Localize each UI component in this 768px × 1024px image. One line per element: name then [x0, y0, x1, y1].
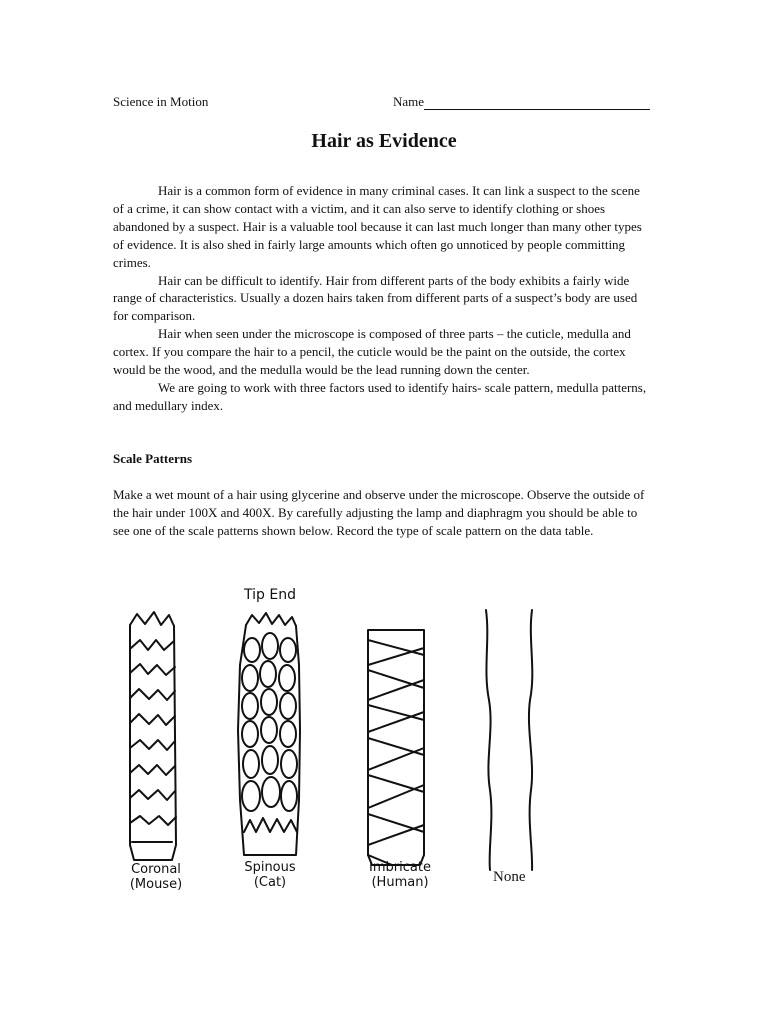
name-label: Name — [393, 94, 425, 109]
none-label: None — [493, 869, 526, 885]
coronal-label — [118, 862, 194, 892]
imbricate-label — [360, 860, 440, 890]
tip-end-label: Tip End — [244, 587, 296, 603]
page-title: Hair as Evidence — [311, 130, 457, 152]
scale-patterns-illustration — [0, 570, 768, 910]
imbricate-scale-drawing — [368, 630, 424, 865]
intro-text — [113, 182, 653, 415]
coronal-name: Coronal — [131, 862, 181, 877]
paragraph-3: Hair when seen under the microscope is composed of three parts – the cuticle, medulla and cortex. If you compare the hair to a pencil, the cuticle would be the paint on the outside, the cortex would be the wood, and the medulla would be the lead running down the center. — [113, 326, 631, 378]
imbricate-name: Imbricate — [369, 860, 431, 875]
course-name: Science in Motion — [113, 94, 209, 109]
paragraph-2: Hair can be difficult to identify. Hair from different parts of the body exhibits a fairly wide range of characteristics. Usually a dozen hairs taken from different parts of a suspect’s body are used for comparison. — [113, 272, 638, 324]
scale-patterns-figure — [0, 570, 768, 910]
spinous-animal: (Cat) — [253, 875, 287, 890]
coronal-scale-drawing — [130, 612, 176, 860]
none-scale-drawing — [486, 610, 532, 870]
imbricate-animal: (Human) — [371, 875, 429, 890]
name-blank-line[interactable] — [424, 95, 650, 110]
spinous-label — [232, 860, 308, 890]
spinous-scale-drawing — [238, 613, 300, 855]
paragraph-4: We are going to work with three factors used to identify hairs- scale pattern, medulla patterns, and medullary index. — [113, 379, 647, 413]
paragraph-1: Hair is a common form of evidence in many criminal cases. It can link a suspect to the scene of a crime, it can show contact with a victim, and it can also serve to identify clothing or shoes abandoned by a suspect. Hair is a valuable tool because it can last much longer than many other types of evidence. It is also shed in fairly large amounts which often go unnoticed by people committing crimes. — [113, 183, 642, 270]
name-field[interactable] — [393, 94, 650, 110]
scale-instructions: Make a wet mount of a hair using glycerine and observe under the microscope. Observe the outside of the hair under 100X and 400X. By carefully adjusting the lamp and diaphragm you should be able to see one of the scale patterns shown below. Record the type of scale pattern on the data table. — [113, 487, 645, 538]
section-title: Scale Patterns — [113, 451, 193, 466]
spinous-name: Spinous — [244, 860, 296, 875]
coronal-animal: (Mouse) — [129, 877, 183, 892]
